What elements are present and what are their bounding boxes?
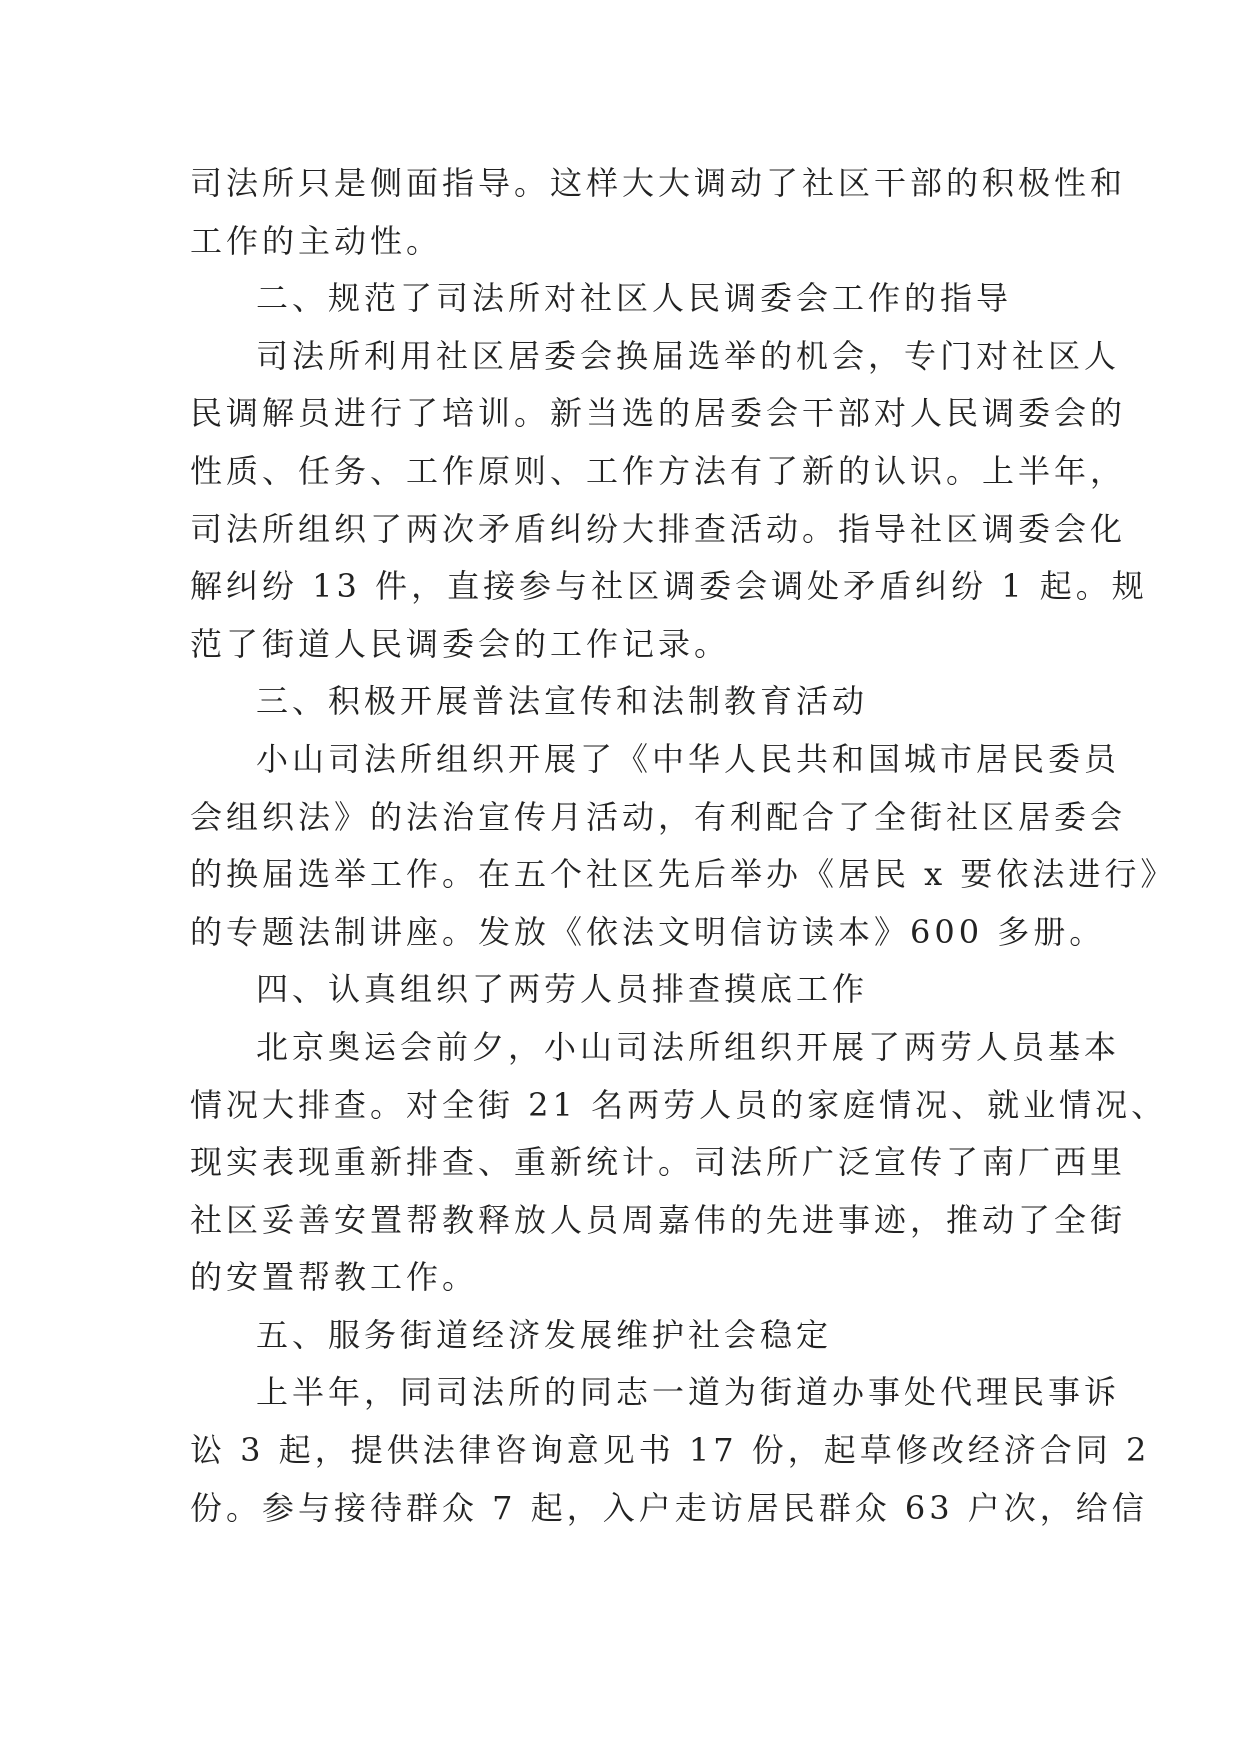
section-heading: 二、规范了司法所对社区人民调委会工作的指导 [256, 279, 1013, 318]
text-line: 民调解员进行了培训。新当选的居委会干部对人民调委会的 [190, 394, 1127, 433]
text-line: 范了街道人民调委会的工作记录。 [190, 624, 731, 663]
text-line: 性质、任务、工作原则、工作方法有了新的认识。上半年， [190, 451, 1127, 490]
section-heading: 五、服务街道经济发展维护社会稳定 [256, 1315, 833, 1354]
text-line: 份。参与接待群众 7 起，入户走访居民群众 63 户次，给信 [190, 1488, 1148, 1527]
text-line: 解纠纷 13 件，直接参与社区调委会调处矛盾纠纷 1 起。规 [190, 567, 1148, 606]
paragraph-start: 上半年，同司法所的同志一道为街道办事处代理民事诉 [256, 1373, 1121, 1412]
section-heading: 四、认真组织了两劳人员排查摸底工作 [256, 970, 869, 1009]
paragraph-start: 司法所利用社区居委会换届选举的机会，专门对社区人 [256, 336, 1121, 375]
text-line: 情况大排查。对全街 21 名两劳人员的家庭情况、就业情况、 [190, 1085, 1168, 1124]
text-line: 的专题法制讲座。发放《依法文明信访读本》600 多册。 [190, 912, 1106, 951]
text-line: 工作的主动性。 [190, 221, 443, 260]
text-line: 的换届选举工作。在五个社区先后举办《居民 x 要依法进行》 [190, 855, 1177, 894]
paragraph-start: 北京奥运会前夕，小山司法所组织开展了两劳人员基本 [256, 1027, 1121, 1066]
text-line: 社区妥善安置帮教释放人员周嘉伟的先进事迹，推动了全街 [190, 1200, 1127, 1239]
paragraph-start: 小山司法所组织开展了《中华人民共和国城市居民委员 [256, 739, 1121, 778]
document-body [190, 155, 1177, 1537]
text-line: 司法所只是侧面指导。这样大大调动了社区干部的积极性和 [190, 164, 1127, 202]
text-line: 讼 3 起，提供法律咨询意见书 17 份，起草修改经济合同 2 [190, 1431, 1151, 1470]
text-line: 的安置帮教工作。 [190, 1258, 479, 1297]
text-line: 司法所组织了两次矛盾纠纷大排查活动。指导社区调委会化 [190, 509, 1127, 548]
text-line: 会组织法》的法治宣传月活动，有利配合了全街社区居委会 [190, 797, 1127, 836]
section-heading: 三、积极开展普法宣传和法制教育活动 [256, 682, 869, 721]
text-line: 现实表现重新排查、重新统计。司法所广泛宣传了南厂西里 [190, 1143, 1127, 1182]
